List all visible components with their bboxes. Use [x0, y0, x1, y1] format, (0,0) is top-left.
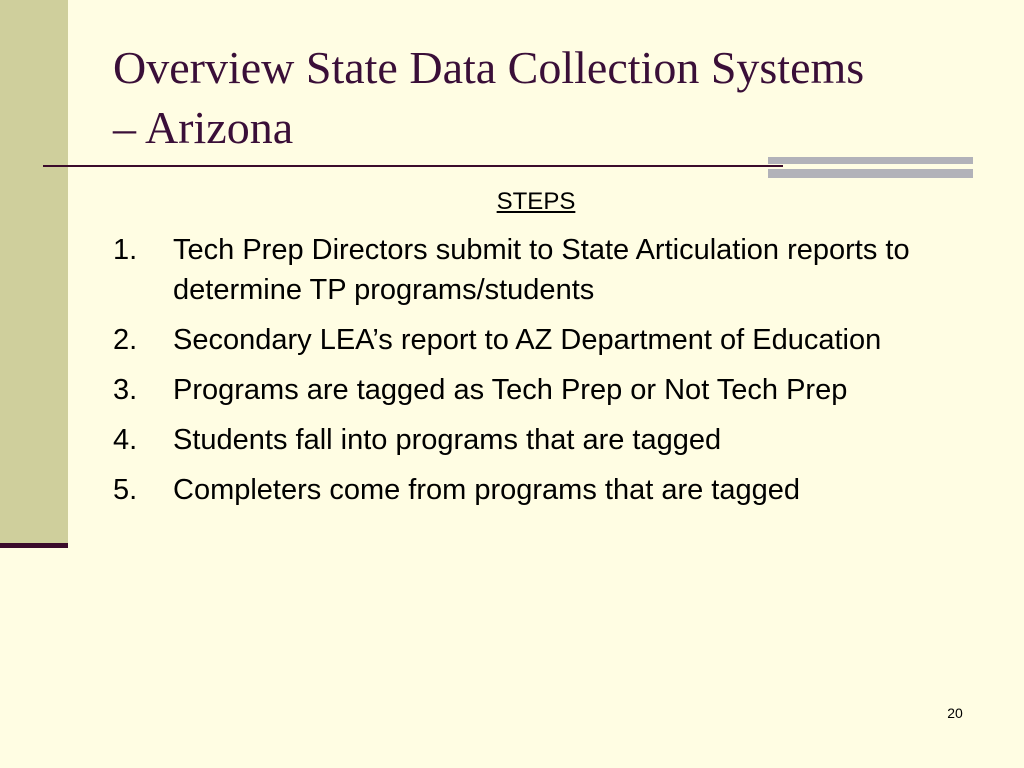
step-item-4: [113, 420, 913, 460]
step-item-1: [113, 230, 913, 310]
decorative-gray-bar-bottom: [768, 169, 973, 178]
slide-title: Overview State Data Collection Systems – Arizona: [113, 42, 865, 153]
left-decorative-band: [0, 0, 68, 545]
step-item-3: [113, 370, 913, 410]
step-text: Secondary LEA’s report to AZ Department of Education: [173, 324, 882, 356]
step-number: 4.: [113, 424, 138, 456]
step-number: 1.: [113, 234, 138, 266]
title-underline-rule: [43, 165, 783, 167]
step-text: Completers come from programs that are tagged: [173, 474, 800, 506]
step-item-2: [113, 320, 913, 360]
step-text: Students fall into programs that are tagged: [173, 424, 722, 456]
steps-list: [113, 230, 913, 520]
step-text: Programs are tagged as Tech Prep or Not Tech Prep: [173, 374, 848, 406]
steps-heading: STEPS: [496, 188, 576, 215]
left-accent-line: [0, 543, 68, 548]
step-text: Tech Prep Directors submit to State Articulation reports to determine TP programs/students: [173, 234, 910, 306]
step-item-5: [113, 470, 913, 510]
step-number: 3.: [113, 374, 138, 406]
page-number: 20: [947, 705, 963, 721]
step-number: 5.: [113, 474, 138, 506]
step-number: 2.: [113, 324, 138, 356]
decorative-gray-bar-top: [768, 157, 973, 164]
